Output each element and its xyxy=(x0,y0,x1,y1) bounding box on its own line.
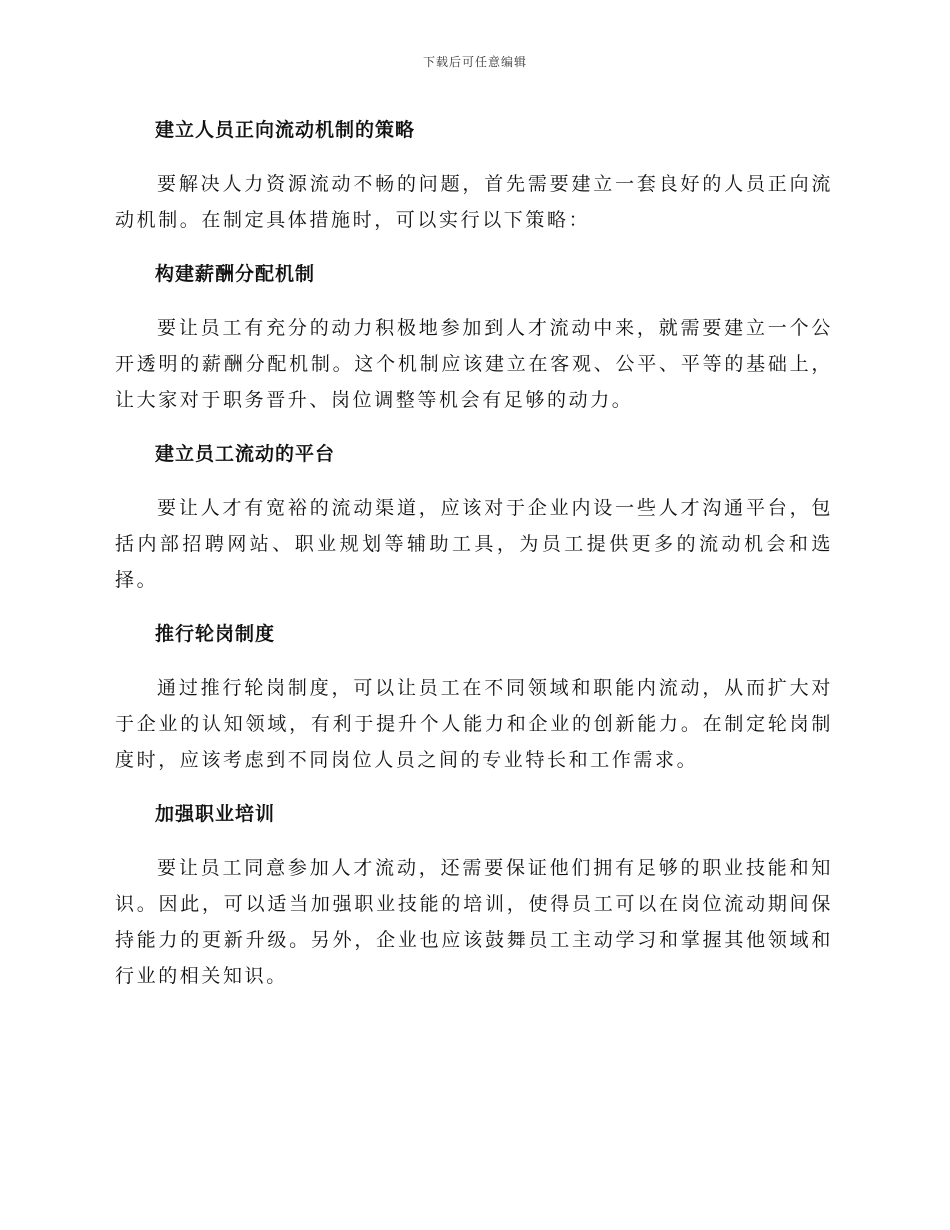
document-body xyxy=(115,112,833,1012)
header-note: 下载后可任意编辑 xyxy=(422,55,527,69)
section-paragraph: 要解决人力资源流动不畅的问题，首先需要建立一套良好的人员正向流动机制。在制定具体措施时，可以实行以下策略： xyxy=(115,173,833,231)
section-heading: 加强职业培训 xyxy=(155,803,276,825)
section-heading: 建立员工流动的平台 xyxy=(155,443,336,465)
section-heading: 推行轮岗制度 xyxy=(155,623,276,645)
section-paragraph: 要让人才有宽裕的流动渠道，应该对于企业内设一些人才沟通平台，包括内部招聘网站、职业规划等辅助工具，为员工提供更多的流动机会和选择。 xyxy=(115,497,833,591)
section-paragraph: 要让员工同意参加人才流动，还需要保证他们拥有足够的职业技能和知识。因此，可以适当加强职业技能的培训，使得员工可以在岗位流动期间保持能力的更新升级。另外，企业也应该鼓舞员工主动学习和掌握其他领域和行业的相关知识。 xyxy=(115,857,833,987)
section-heading: 构建薪酬分配机制 xyxy=(155,263,316,285)
section-paragraph: 通过推行轮岗制度，可以让员工在不同领域和职能内流动，从而扩大对于企业的认知领域，有利于提升个人能力和企业的创新能力。在制定轮岗制度时，应该考虑到不同岗位人员之间的专业特长和工作需求。 xyxy=(115,677,833,771)
section-paragraph: 要让员工有充分的动力积极地参加到人才流动中来，就需要建立一个公开透明的薪酬分配机制。这个机制应该建立在客观、公平、平等的基础上，让大家对于职务晋升、岗位调整等机会有足够的动力。 xyxy=(115,317,833,411)
section-heading: 建立人员正向流动机制的策略 xyxy=(155,119,416,141)
